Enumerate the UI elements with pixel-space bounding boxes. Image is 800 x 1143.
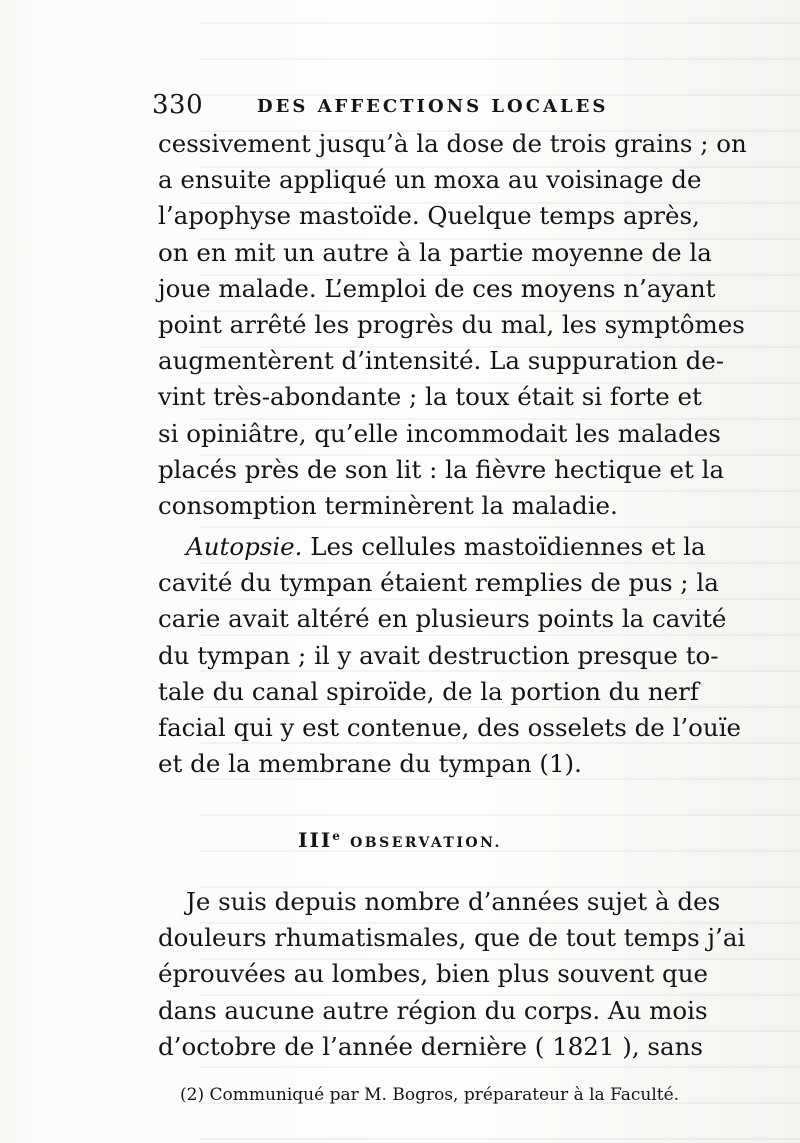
- text-line: si opiniâtre, qu’elle incommodait les malades: [158, 418, 721, 448]
- running-title: DES AFFECTIONS LOCALES: [257, 96, 609, 117]
- text-line: carie avait altéré en plusieurs points la cavité: [158, 604, 727, 634]
- text-line: l’apophyse mastoïde. Quelque temps après,: [158, 201, 700, 231]
- text-line: consomption terminèrent la maladie.: [158, 490, 618, 520]
- text-line: éprouvées au lombes, bien plus souvent que: [158, 959, 709, 989]
- text-line: cessivement jusqu’à la dose de trois grains ; on: [158, 129, 747, 158]
- autopsie-first-line-rest: Les cellules mastoïdiennes et la: [302, 532, 706, 562]
- text-line: placés près de son lit : la fièvre hectique et la: [158, 454, 725, 484]
- page-header: [152, 90, 692, 120]
- text-line: dans aucune autre région du corps. Au mois: [158, 995, 708, 1025]
- page-number: 330: [152, 90, 204, 120]
- text-line: on en mit un autre à la partie moyenne de la: [158, 237, 712, 267]
- text-line: facial qui y est contenue, des osselets de l’ouïe: [158, 713, 742, 742]
- main-text-block: [158, 126, 747, 782]
- observation-superscript: e: [332, 829, 342, 843]
- autopsie-first-line: [158, 529, 706, 565]
- observation-numeral: III: [298, 828, 333, 852]
- text-line: vint très-abondante ; la toux était si forte et: [158, 382, 702, 412]
- text-line: cavité du tympan étaient remplies de pus ; la: [158, 568, 719, 598]
- text-line: point arrêté les progrès du mal, les symptômes: [158, 309, 745, 339]
- text-line: joue malade. L’emploi de ces moyens n’ayant: [158, 273, 716, 303]
- text-line: tale du canal spiroïde, de la portion du nerf: [158, 676, 699, 706]
- text-line: Je suis depuis nombre d’années sujet à des: [186, 887, 721, 916]
- text-line: du tympan ; il y avait destruction presque to-: [158, 640, 719, 670]
- observation-heading: [0, 828, 800, 852]
- text-line: a ensuite appliqué un moxa au voisinage de: [158, 165, 702, 195]
- observation-text-block: [158, 884, 746, 1065]
- observation-word: OBSERVATION.: [350, 835, 502, 851]
- text-line: augmentèrent d’intensité. La suppuration de-: [158, 346, 725, 376]
- text-line: et de la membrane du tympan (1).: [158, 749, 582, 779]
- autopsie-lead: Autopsie.: [186, 532, 303, 562]
- footnote: (2) Communiqué par M. Bogros, préparateur à la Faculté.: [180, 1085, 680, 1105]
- text-line: d’octobre de l’année dernière ( 1821 ), sans: [158, 1031, 703, 1061]
- text-line: douleurs rhumatismales, que de tout temps j’ai: [158, 923, 746, 953]
